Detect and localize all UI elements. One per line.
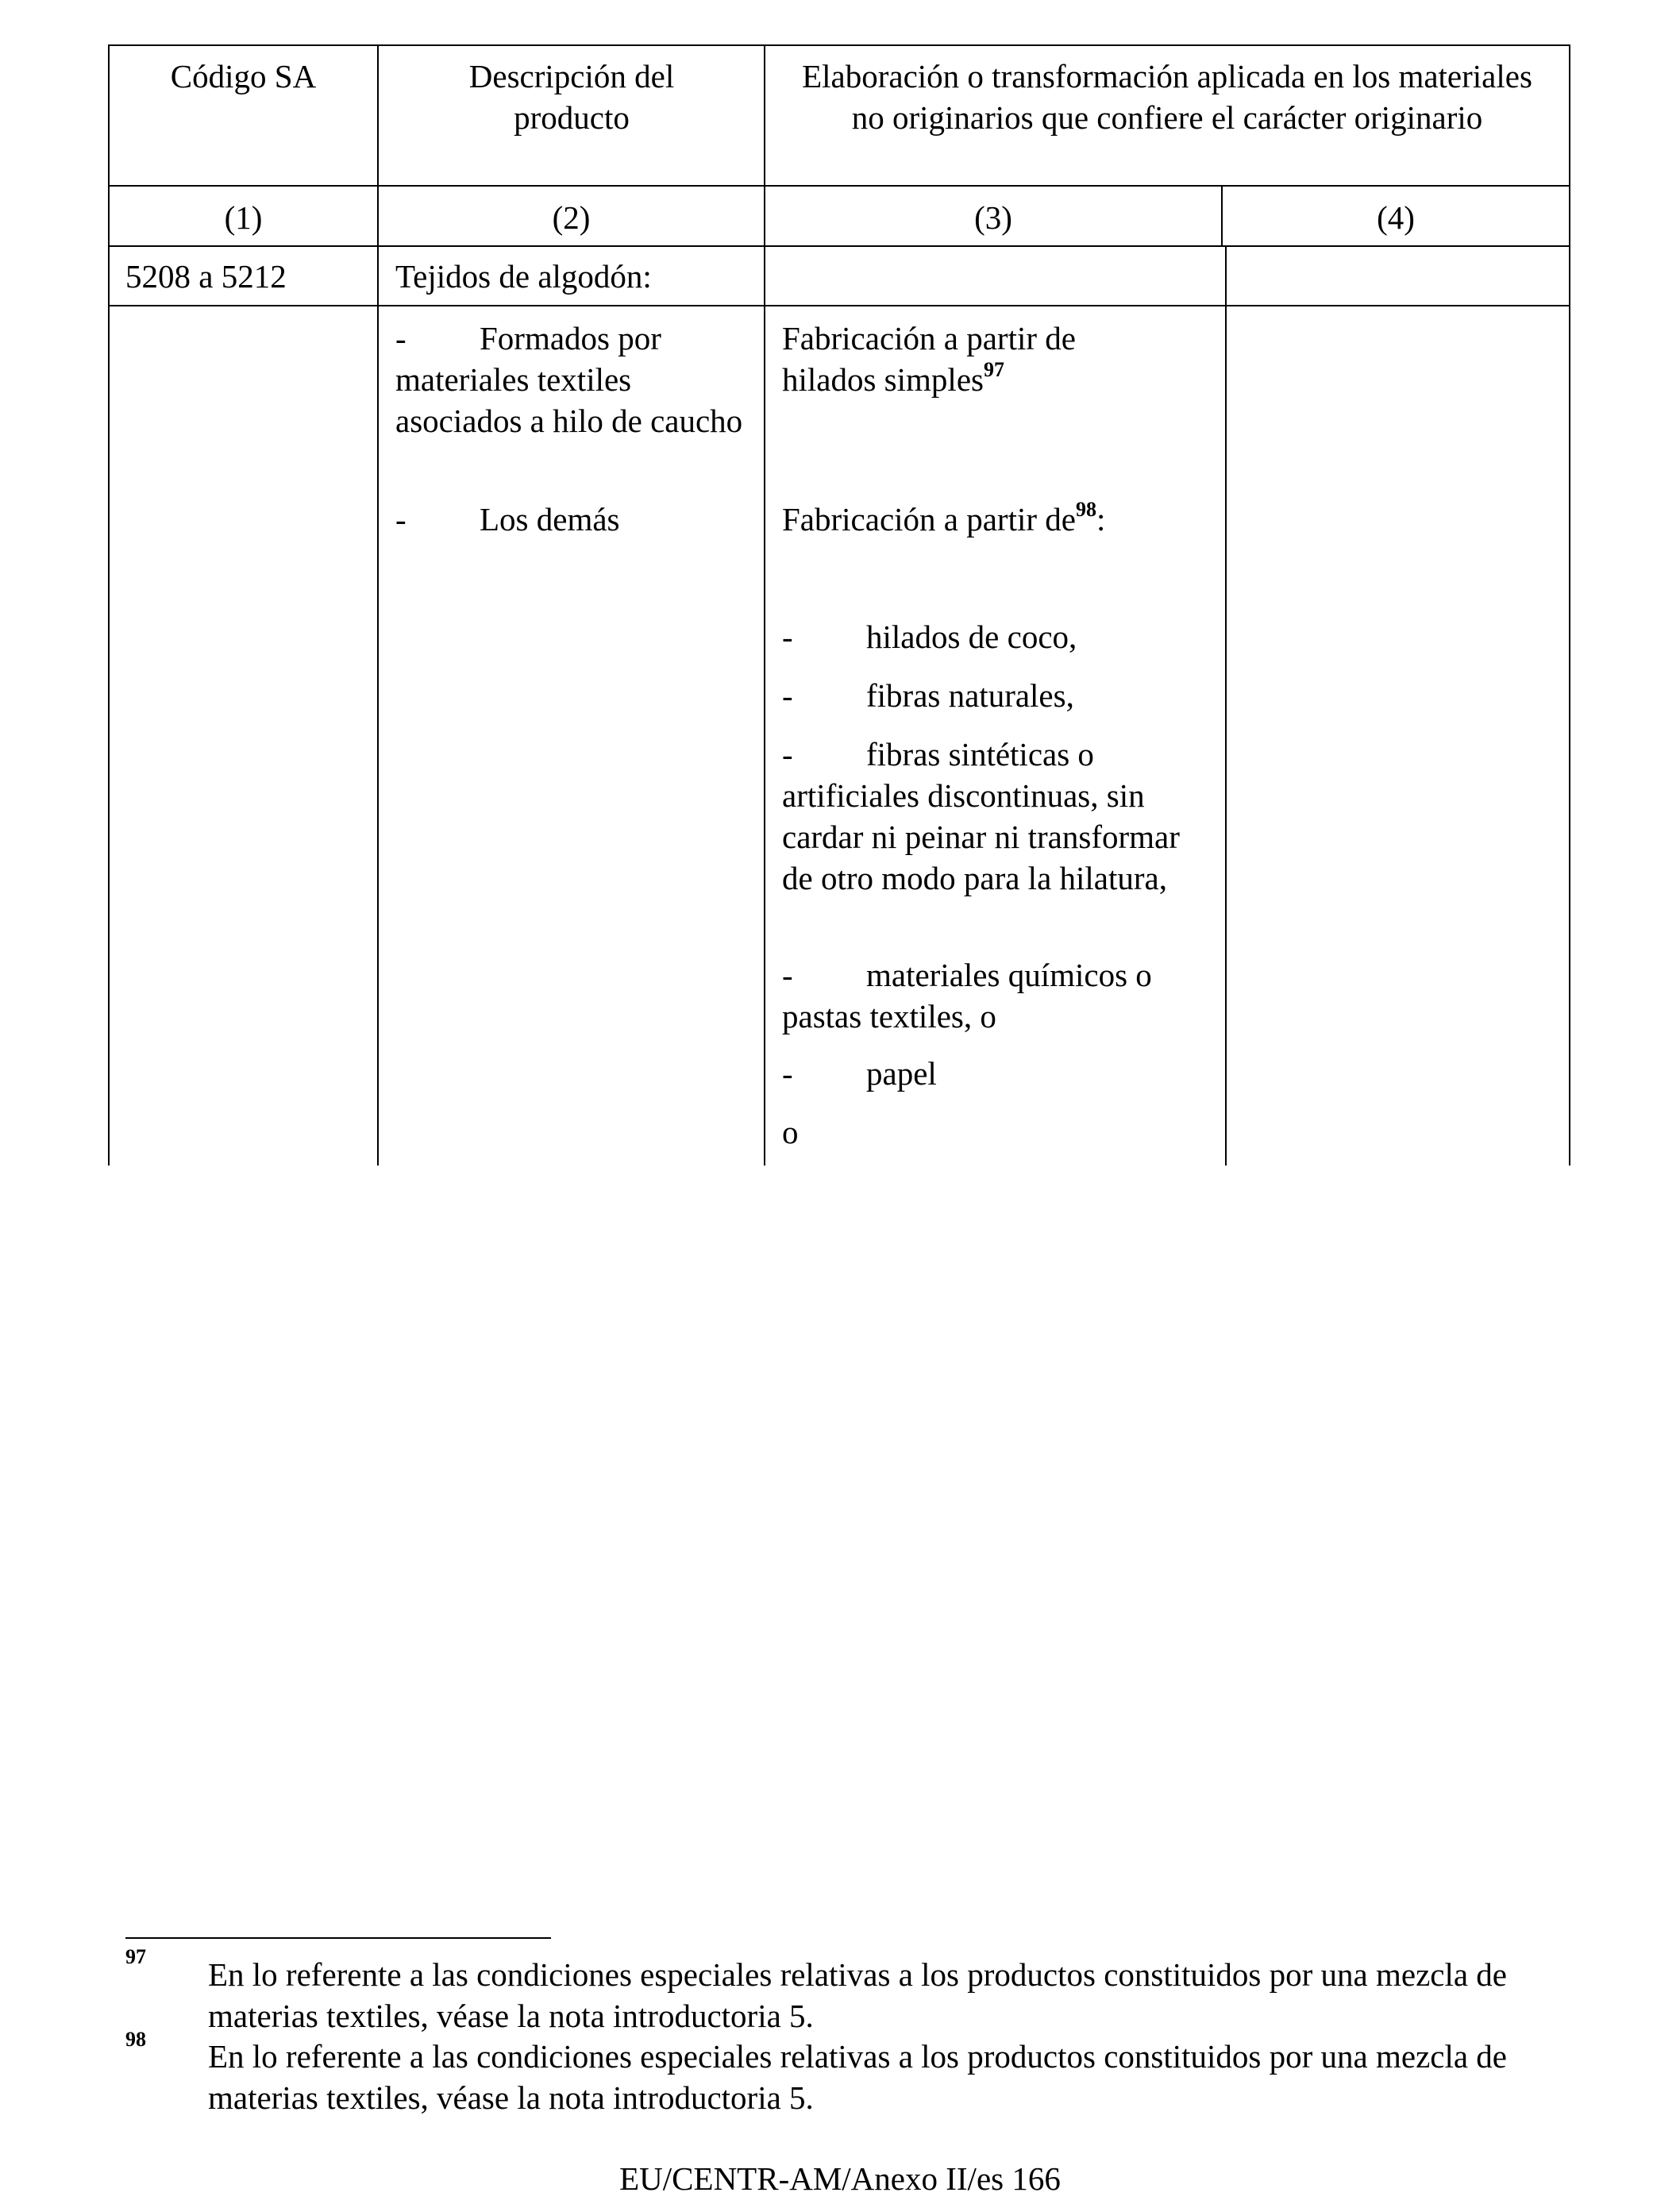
rule-rubber <box>782 318 1155 400</box>
table-border-right <box>1569 44 1570 1166</box>
dash-marker: - <box>782 957 793 993</box>
table-col2-border <box>377 44 379 1166</box>
dash-marker: - <box>782 618 793 655</box>
table-col3-border <box>764 44 765 1166</box>
bullet-chemical-materials: materiales químicos o <box>866 957 1152 993</box>
col-number-2: (2) <box>552 199 591 236</box>
trailing-or: o <box>782 1114 799 1150</box>
footnote-text: En lo referente a las condiciones especiales relativas a los productos constituidos por una mezcla de materias textiles, véase la nota introductoria 5. <box>208 2038 1507 2116</box>
dash-marker: - <box>782 736 793 773</box>
footnote-ref-98: 98 <box>1075 498 1096 521</box>
footnote-number: 97 <box>125 1945 146 1968</box>
dash-marker: - <box>782 677 793 714</box>
bullet-synthetic-fibres: fibras sintéticas o <box>866 736 1094 773</box>
header-hs-code: Código SA <box>170 58 317 94</box>
footnote-ref-97: 97 <box>983 358 1004 381</box>
table-colnum-divider <box>108 245 1570 247</box>
footnote-number: 98 <box>125 2028 146 2051</box>
dash-marker: - <box>395 320 407 356</box>
table-header-divider <box>108 185 1570 187</box>
bullet-paper: papel <box>866 1055 937 1092</box>
table-row1-divider <box>108 305 1570 306</box>
bullet-coconut-yarn: hilados de coco, <box>866 618 1077 655</box>
table-col4-border-upper <box>1221 185 1223 245</box>
row-description: Tejidos de algodón: <box>395 258 652 295</box>
bullet-natural-fibres: fibras naturales, <box>866 677 1074 714</box>
bullet-chemical-materials-continued: pastas textiles, o <box>782 998 996 1035</box>
row-code: 5208 a 5212 <box>125 258 287 295</box>
col-number-3: (3) <box>974 199 1012 236</box>
bullet-synthetic-fibres-continued: artificiales discontinuas, sin cardar ni peinar ni transformar de otro modo para la hilatura, <box>782 777 1180 896</box>
dash-marker: - <box>782 1055 793 1092</box>
footnote-text: En lo referente a las condiciones especiales relativas a los productos constituidos por una mezcla de materias textiles, véase la nota introductoria 5. <box>208 1956 1507 2034</box>
page-footer: EU/CENTR-AM/Anexo II/es 166 <box>619 2160 1061 2197</box>
description-other-text: Los demás <box>480 501 620 538</box>
table-border-top <box>108 44 1570 46</box>
header-product-description: Descripción del producto <box>468 58 675 136</box>
col-number-4: (4) <box>1377 199 1415 236</box>
header-working-processing: Elaboración o transformación aplicada en los materiales no originarios que confiere el carácter originario <box>802 58 1532 136</box>
dash-marker: - <box>395 501 407 538</box>
rule-rubber-text: Fabricación a partir de hilados simples <box>782 320 1076 398</box>
footnote-separator <box>125 1937 551 1939</box>
col-number-1: (1) <box>224 199 263 236</box>
rule-other-colon: : <box>1096 501 1106 538</box>
rule-other <box>782 499 1105 540</box>
table-border-left <box>108 44 110 1166</box>
description-rubber-text: Formados por materiales textiles asociados a hilo de caucho <box>395 320 743 439</box>
table-col4-border-lower <box>1225 245 1227 1166</box>
rule-other-text: Fabricación a partir de <box>782 501 1076 538</box>
